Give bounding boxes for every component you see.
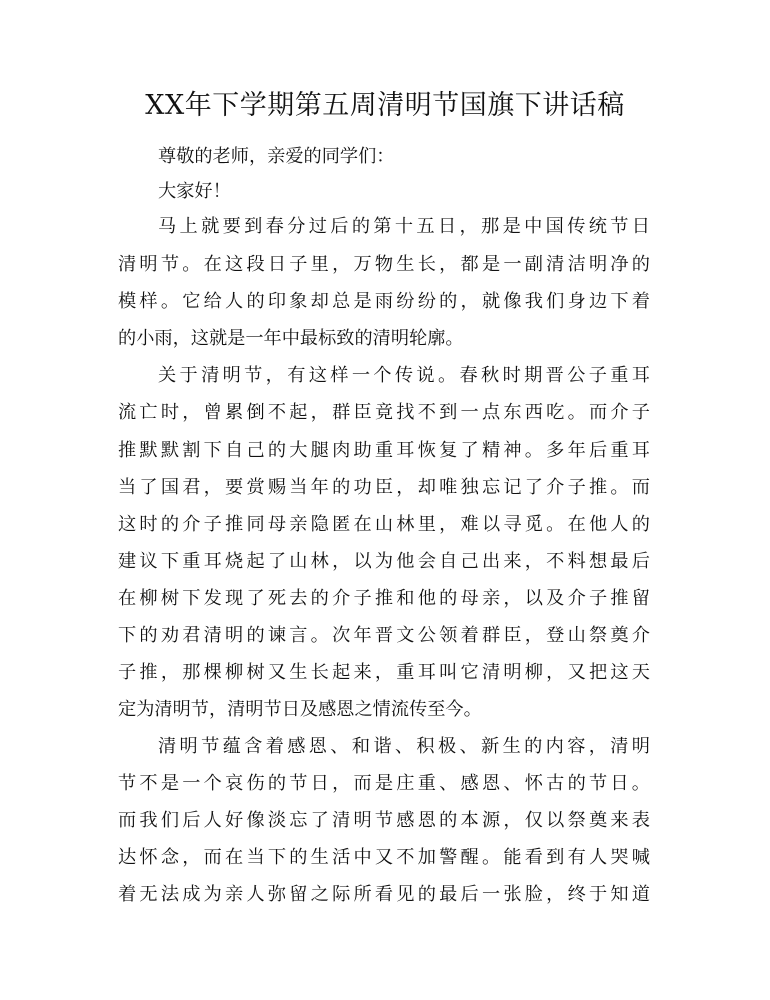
paragraph-3-line-2: 节不是一个哀伤的节日，而是庄重、感恩、怀古的节日。: [118, 773, 650, 794]
paragraph-1-line-2: 清明节。在这段日子里，万物生长，都是一副清洁明净的: [118, 254, 650, 275]
greeting-line: 大家好！: [158, 181, 231, 202]
paragraph-2-line-1: 关于清明节，有这样一个传说。春秋时期晋公子重耳: [158, 365, 650, 386]
paragraph-2-line-2: 流亡时，曾累倒不起，群臣竟找不到一点东西吃。而介子: [118, 402, 650, 423]
document-title: XX年下学期第五周清明节国旗下讲话稿: [145, 90, 625, 121]
salutation-line: 尊敬的老师，亲爱的同学们：: [158, 146, 395, 167]
paragraph-3-line-5: 着无法成为亲人弥留之际所看见的最后一张脸，终于知道: [118, 884, 650, 905]
paragraph-3-line-4: 达怀念，而在当下的生活中又不加警醒。能看到有人哭喊: [118, 847, 650, 868]
paragraph-3-line-1: 清明节蕴含着感恩、和谐、积极、新生的内容，清明: [158, 736, 650, 757]
paragraph-2-line-7: 在柳树下发现了死去的介子推和他的母亲，以及介子推留: [118, 588, 650, 609]
paragraph-3-line-3: 而我们后人好像淡忘了清明节感恩的本源，仅以祭奠来表: [118, 810, 650, 831]
paragraph-1-line-1: 马上就要到春分过后的第十五日，那是中国传统节日: [158, 216, 650, 237]
paragraph-2-line-6: 建议下重耳烧起了山林，以为他会自己出来，不料想最后: [118, 551, 650, 572]
paragraph-2-line-9: 子推，那棵柳树又生长起来，重耳叫它清明柳，又把这天: [118, 662, 650, 683]
paragraph-1-line-3: 模样。它给人的印象却总是雨纷纷的，就像我们身边下着: [118, 291, 650, 312]
paragraph-2-line-3: 推默默割下自己的大腿肉助重耳恢复了精神。多年后重耳: [118, 440, 650, 461]
paragraph-2-line-5: 这时的介子推同母亲隐匿在山林里，难以寻觅。在他人的: [118, 514, 650, 535]
paragraph-2-line-8: 下的劝君清明的谏言。次年晋文公领着群臣，登山祭奠介: [118, 625, 650, 646]
paragraph-1-line-4: 的小雨，这就是一年中最标致的清明轮廓。: [118, 328, 464, 349]
paragraph-2-line-4: 当了国君，要赏赐当年的功臣，却唯独忘记了介子推。而: [118, 477, 650, 498]
paragraph-2-line-10: 定为清明节，清明节日及感恩之情流传至今。: [118, 699, 482, 720]
